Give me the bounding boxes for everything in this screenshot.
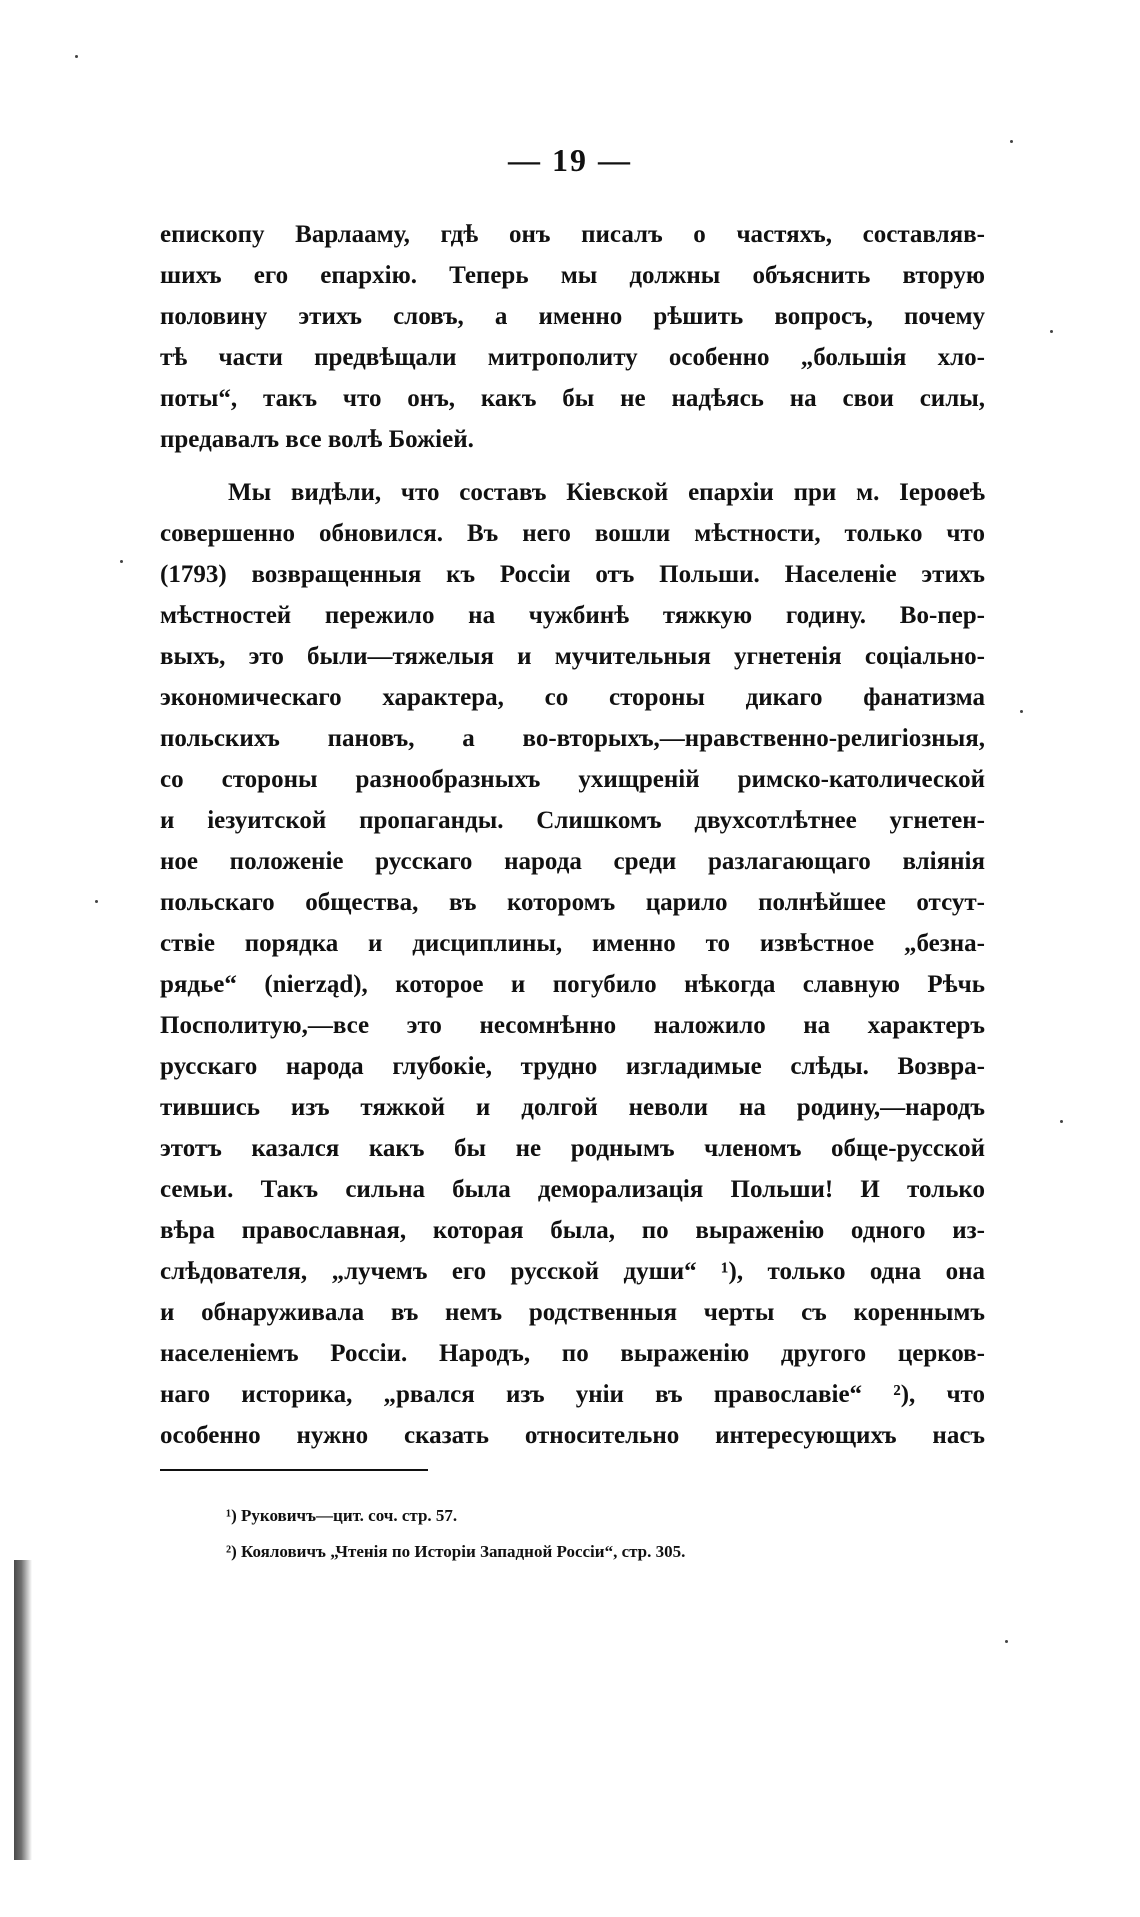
text-line: рядье“ (nierząd), которое и погубило нѣкогда славную Рѣчь	[160, 971, 985, 998]
scan-speck	[1060, 1120, 1063, 1123]
footnote-mark: ²)	[226, 1542, 237, 1561]
text-line: епископу Варлааму, гдѣ онъ писалъ о частяхъ, составляв-	[160, 221, 985, 248]
text-line: тившись изъ тяжкой и долгой неволи на родину,—народъ	[160, 1094, 985, 1121]
text-line: Посполитую,—все это несомнѣнно наложило на характеръ	[160, 1012, 985, 1039]
footnote-text: Кояловичъ „Чтенія по Исторіи Западной Россіи“, стр. 305.	[241, 1542, 686, 1561]
footnote	[226, 1498, 986, 1534]
text-line: населеніемъ Россіи. Народъ, по выраженію другого церков-	[160, 1340, 985, 1367]
text-line: слѣдователя, „лучемъ его русской души“ ¹), только одна она	[160, 1258, 985, 1285]
text-line: ствіе порядка и дисциплины, именно то извѣстное „безна-	[160, 930, 985, 957]
footnote	[226, 1534, 986, 1570]
text-line: (1793) возвращенныя къ Россіи отъ Польши. Населеніе этихъ	[160, 561, 985, 588]
text-line: выхъ, это были—тяжелыя и мучительныя угнетенія соціально-	[160, 643, 985, 670]
scan-speck	[1005, 1640, 1008, 1643]
text-line: Мы видѣли, что составъ Кіевской епархіи при м. Іероѳеѣ	[228, 479, 985, 506]
paragraph-continued	[160, 214, 985, 460]
text-line: экономическаго характера, со стороны дикаго фанатизма	[160, 684, 985, 711]
page-number: — 19 —	[508, 142, 632, 178]
text-line: предавалъ все волѣ Божіей.	[160, 426, 474, 453]
text-line: вѣра православная, которая была, по выраженію одного из-	[160, 1217, 985, 1244]
footnote-divider	[160, 1469, 428, 1471]
text-line: наго историка, „рвался изъ уніи въ православіе“ ²), что	[160, 1381, 985, 1408]
scan-speck	[75, 55, 78, 58]
text-line: мѣстностей пережило на чужбинѣ тяжкую годину. Во-пер-	[160, 602, 985, 629]
text-line: поты“, такъ что онъ, какъ бы не надѣясь на свои силы,	[160, 385, 985, 412]
text-line: тѣ части предвѣщали митрополиту особенно „большія хло-	[160, 344, 985, 371]
text-line: ное положеніе русскаго народа среди разлагающаго вліянія	[160, 848, 985, 875]
text-line: и іезуитской пропаганды. Слишкомъ двухсотлѣтнее угнетен-	[160, 807, 985, 834]
paragraph	[160, 472, 985, 1456]
text-line: шихъ его епархію. Теперь мы должны объяснить вторую	[160, 262, 985, 289]
text-line: польскихъ пановъ, а во-вторыхъ,—нравственно-религіозныя,	[160, 725, 985, 752]
text-line: польскаго общества, въ которомъ царило полнѣйшее отсут-	[160, 889, 985, 916]
text-line: со стороны разнообразныхъ ухищреній римско-католической	[160, 766, 985, 793]
scan-speck	[1020, 710, 1023, 713]
text-line: совершенно обновился. Въ него вошли мѣстности, только что	[160, 520, 985, 547]
text-line: особенно нужно сказать относительно интересующихъ насъ	[160, 1422, 985, 1449]
footnote-mark: ¹)	[226, 1506, 237, 1525]
footnotes	[226, 1498, 986, 1570]
scan-speck	[120, 560, 123, 563]
footnote-text: Руковичъ—цит. соч. стр. 57.	[241, 1506, 458, 1525]
text-line: половину этихъ словъ, а именно рѣшить вопросъ, почему	[160, 303, 985, 330]
scan-speck	[95, 900, 98, 903]
scan-speck	[1010, 140, 1013, 143]
binding-edge-shadow	[14, 1560, 32, 1860]
text-line: и обнаруживала въ немъ родственныя черты съ кореннымъ	[160, 1299, 985, 1326]
text-line: семьи. Такъ сильна была деморализація Польши! И только	[160, 1176, 985, 1203]
text-line: этотъ казался какъ бы не роднымъ членомъ обще-русской	[160, 1135, 985, 1162]
scan-speck	[1050, 330, 1053, 333]
text-line: русскаго народа глубокіе, трудно изгладимые слѣды. Возвра-	[160, 1053, 985, 1080]
